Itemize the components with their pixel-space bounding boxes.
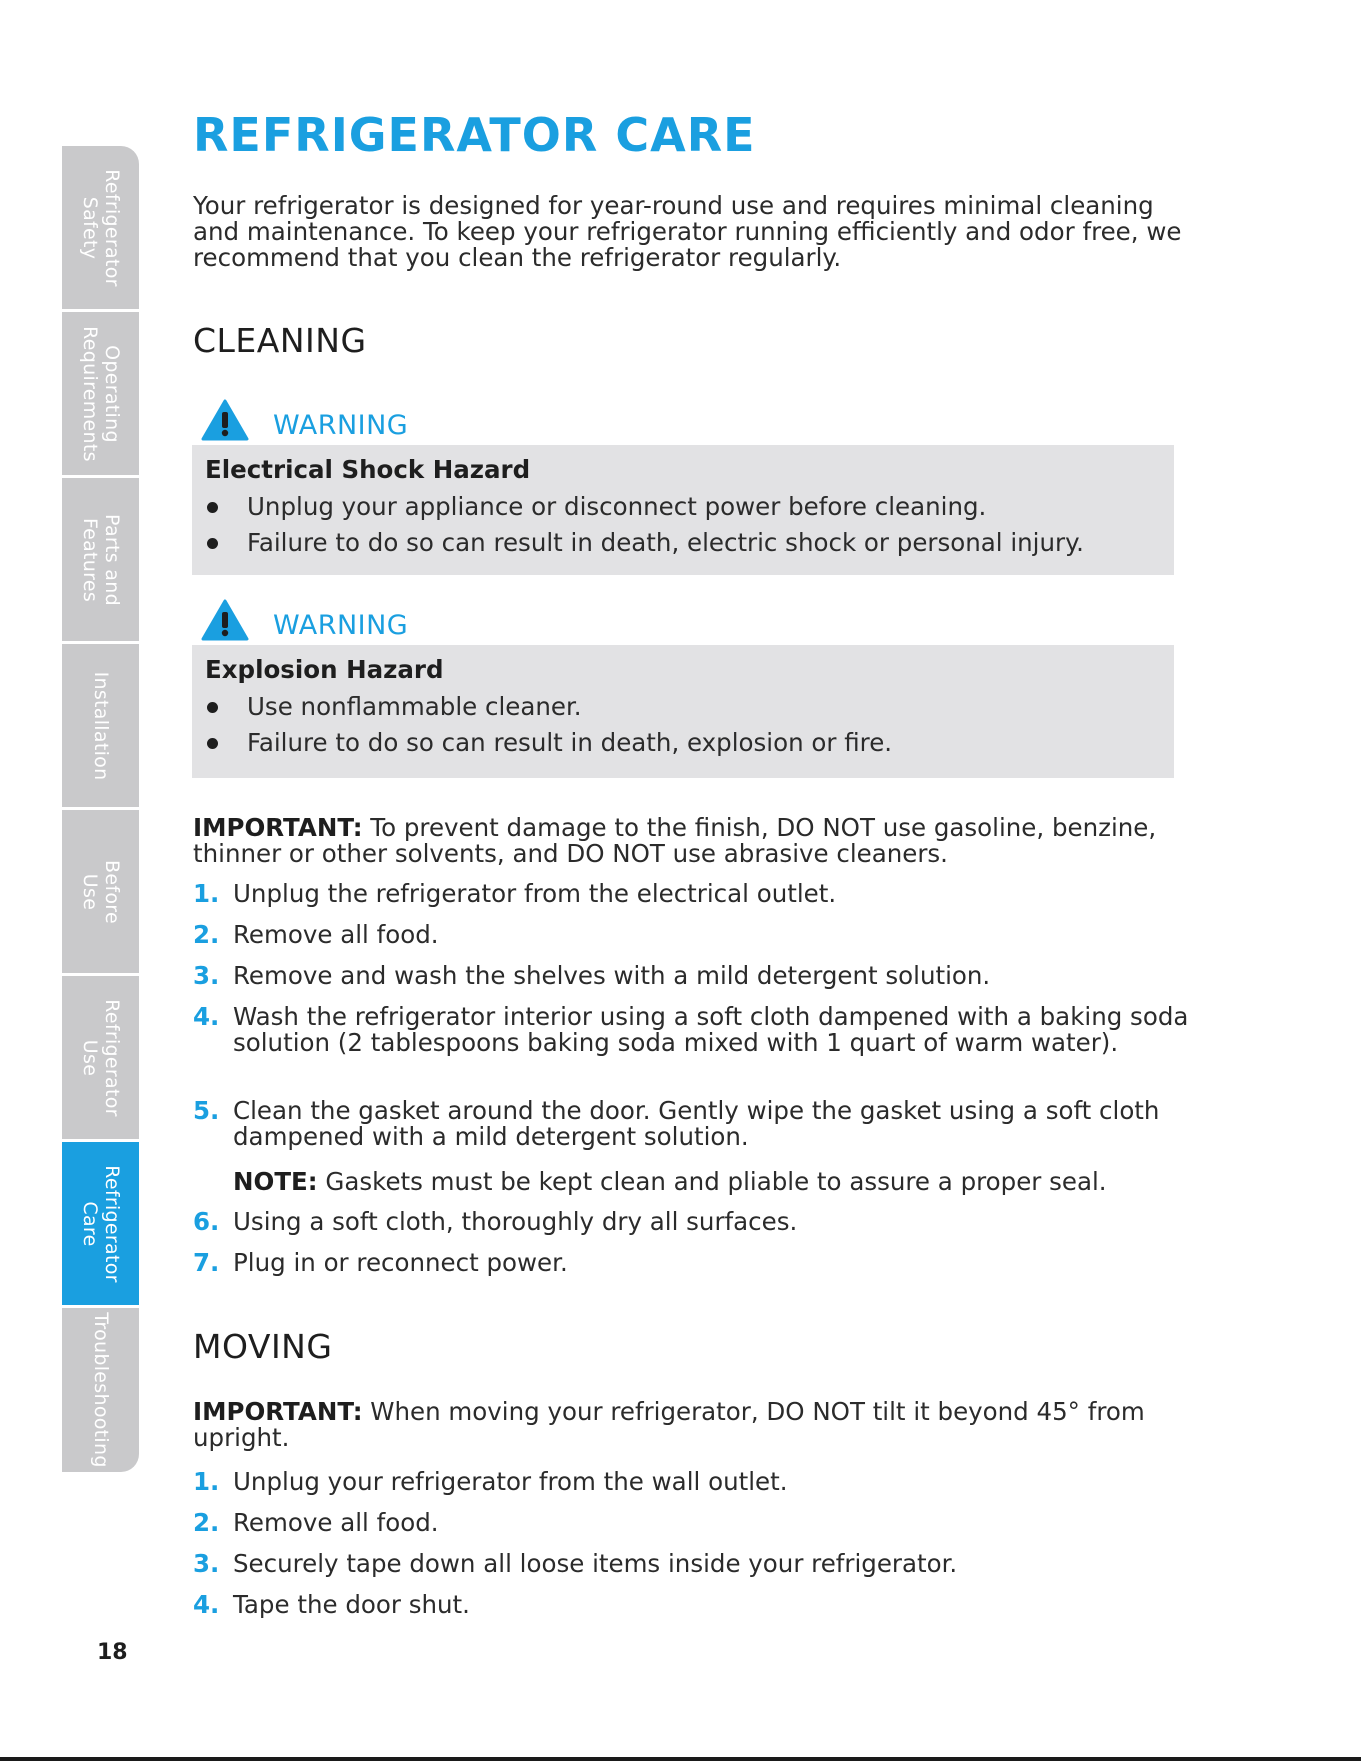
step-text: Plug in or reconnect power.	[233, 1248, 568, 1277]
list-item	[193, 1004, 1193, 1056]
tab-refrigerator-use[interactable]	[62, 976, 139, 1142]
tab-label: Troubleshooting	[89, 1312, 112, 1468]
warning-triangle-icon	[201, 399, 249, 441]
page-divider	[0, 1757, 1361, 1761]
list-item	[193, 1510, 1193, 1536]
tab-refrigerator-safety[interactable]	[62, 146, 139, 312]
moving-important	[193, 1399, 1183, 1451]
hazard-list	[205, 493, 1161, 557]
tab-label: Refrigerator Safety	[78, 168, 123, 287]
important-text: When moving your refrigerator, DO NOT tilt it beyond 45° from upright.	[193, 1397, 1145, 1452]
hazard-title: Explosion Hazard	[205, 655, 444, 684]
tab-refrigerator-care[interactable]	[62, 1142, 139, 1308]
tab-before-use[interactable]	[62, 810, 139, 976]
page-number: 18	[97, 1640, 128, 1665]
tab-parts-and-features[interactable]	[62, 478, 139, 644]
list-item	[193, 963, 1193, 989]
step-text: Unplug the refrigerator from the electrical outlet.	[233, 879, 837, 908]
list-item	[193, 922, 1193, 948]
tab-label: Installation	[89, 671, 112, 780]
list-item	[193, 1592, 1193, 1618]
tab-label: Refrigerator Care	[78, 1164, 123, 1283]
important-text: To prevent damage to the finish, DO NOT use gasoline, benzine, thinner or other solvents, and DO NOT use abrasive cleaners.	[193, 813, 1157, 868]
warning-header	[201, 597, 408, 641]
important-label: IMPORTANT:	[193, 813, 363, 842]
step-number: 1.	[193, 1467, 220, 1496]
step-text: Clean the gasket around the door. Gently wipe the gasket using a soft cloth dampened with a mild detergent solution.	[233, 1096, 1160, 1151]
list-item	[193, 881, 1193, 907]
tab-label: Operating Requirements	[78, 325, 123, 462]
step-text: Securely tape down all loose items inside your refrigerator.	[233, 1549, 958, 1578]
list-item	[193, 1469, 1193, 1495]
note	[233, 1169, 1193, 1195]
warning-label: WARNING	[273, 410, 409, 441]
moving-heading: MOVING	[193, 1327, 333, 1366]
step-number: 1.	[193, 879, 220, 908]
step-text: Wash the refrigerator interior using a soft cloth dampened with a baking soda solution (2 tablespoons baking soda mixed with 1 quart of warm water).	[233, 1002, 1189, 1057]
step-number: 7.	[193, 1248, 220, 1277]
step-number: 2.	[193, 1508, 220, 1537]
step-number: 2.	[193, 920, 220, 949]
tab-operating-requirements[interactable]	[62, 312, 139, 478]
list-item	[193, 1098, 1193, 1150]
cleaning-heading: CLEANING	[193, 321, 367, 360]
cleaning-important	[193, 815, 1183, 867]
list-item	[193, 1551, 1193, 1577]
step-text: Using a soft cloth, thoroughly dry all surfaces.	[233, 1207, 798, 1236]
list-item: Failure to do so can result in death, electric shock or personal injury.	[205, 529, 1161, 557]
step-number: 4.	[193, 1590, 220, 1619]
side-tabs	[62, 146, 139, 1472]
list-item: Unplug your appliance or disconnect power before cleaning.	[205, 493, 1161, 521]
warning-header	[201, 397, 408, 441]
note-text: Gaskets must be kept clean and pliable to assure a proper seal.	[317, 1167, 1107, 1196]
list-item: Failure to do so can result in death, explosion or fire.	[205, 729, 1161, 757]
step-text: Remove and wash the shelves with a mild detergent solution.	[233, 961, 991, 990]
step-number: 5.	[193, 1096, 220, 1125]
important-label: IMPORTANT:	[193, 1397, 363, 1426]
warning-box-explosion	[192, 645, 1174, 778]
step-number: 3.	[193, 1549, 220, 1578]
page-title: REFRIGERATOR CARE	[193, 108, 756, 162]
hazard-list	[205, 693, 1161, 757]
step-number: 6.	[193, 1207, 220, 1236]
tab-installation[interactable]	[62, 644, 139, 810]
hazard-title: Electrical Shock Hazard	[205, 455, 531, 484]
step-text: Unplug your refrigerator from the wall outlet.	[233, 1467, 788, 1496]
tab-label: Before Use	[78, 859, 123, 924]
tab-label: Parts and Features	[78, 513, 123, 606]
intro-paragraph: Your refrigerator is designed for year-round use and requires minimal cleaning and maintenance. To keep your refrigerator running efficiently and odor free, we recommend that you clean the refrigerator regularly.	[193, 191, 1182, 272]
warning-label: WARNING	[273, 610, 409, 641]
list-item: Use nonflammable cleaner.	[205, 693, 1161, 721]
warning-triangle-icon	[201, 599, 249, 641]
step-number: 3.	[193, 961, 220, 990]
warning-box-electrical	[192, 445, 1174, 575]
step-text: Remove all food.	[233, 920, 439, 949]
tab-troubleshooting[interactable]	[62, 1308, 139, 1472]
list-item	[193, 1209, 1193, 1235]
step-text: Tape the door shut.	[233, 1590, 470, 1619]
tab-label: Refrigerator Use	[78, 998, 123, 1117]
step-text: Remove all food.	[233, 1508, 439, 1537]
note-label: NOTE:	[233, 1167, 318, 1196]
step-number: 4.	[193, 1002, 220, 1031]
list-item	[193, 1250, 1193, 1276]
